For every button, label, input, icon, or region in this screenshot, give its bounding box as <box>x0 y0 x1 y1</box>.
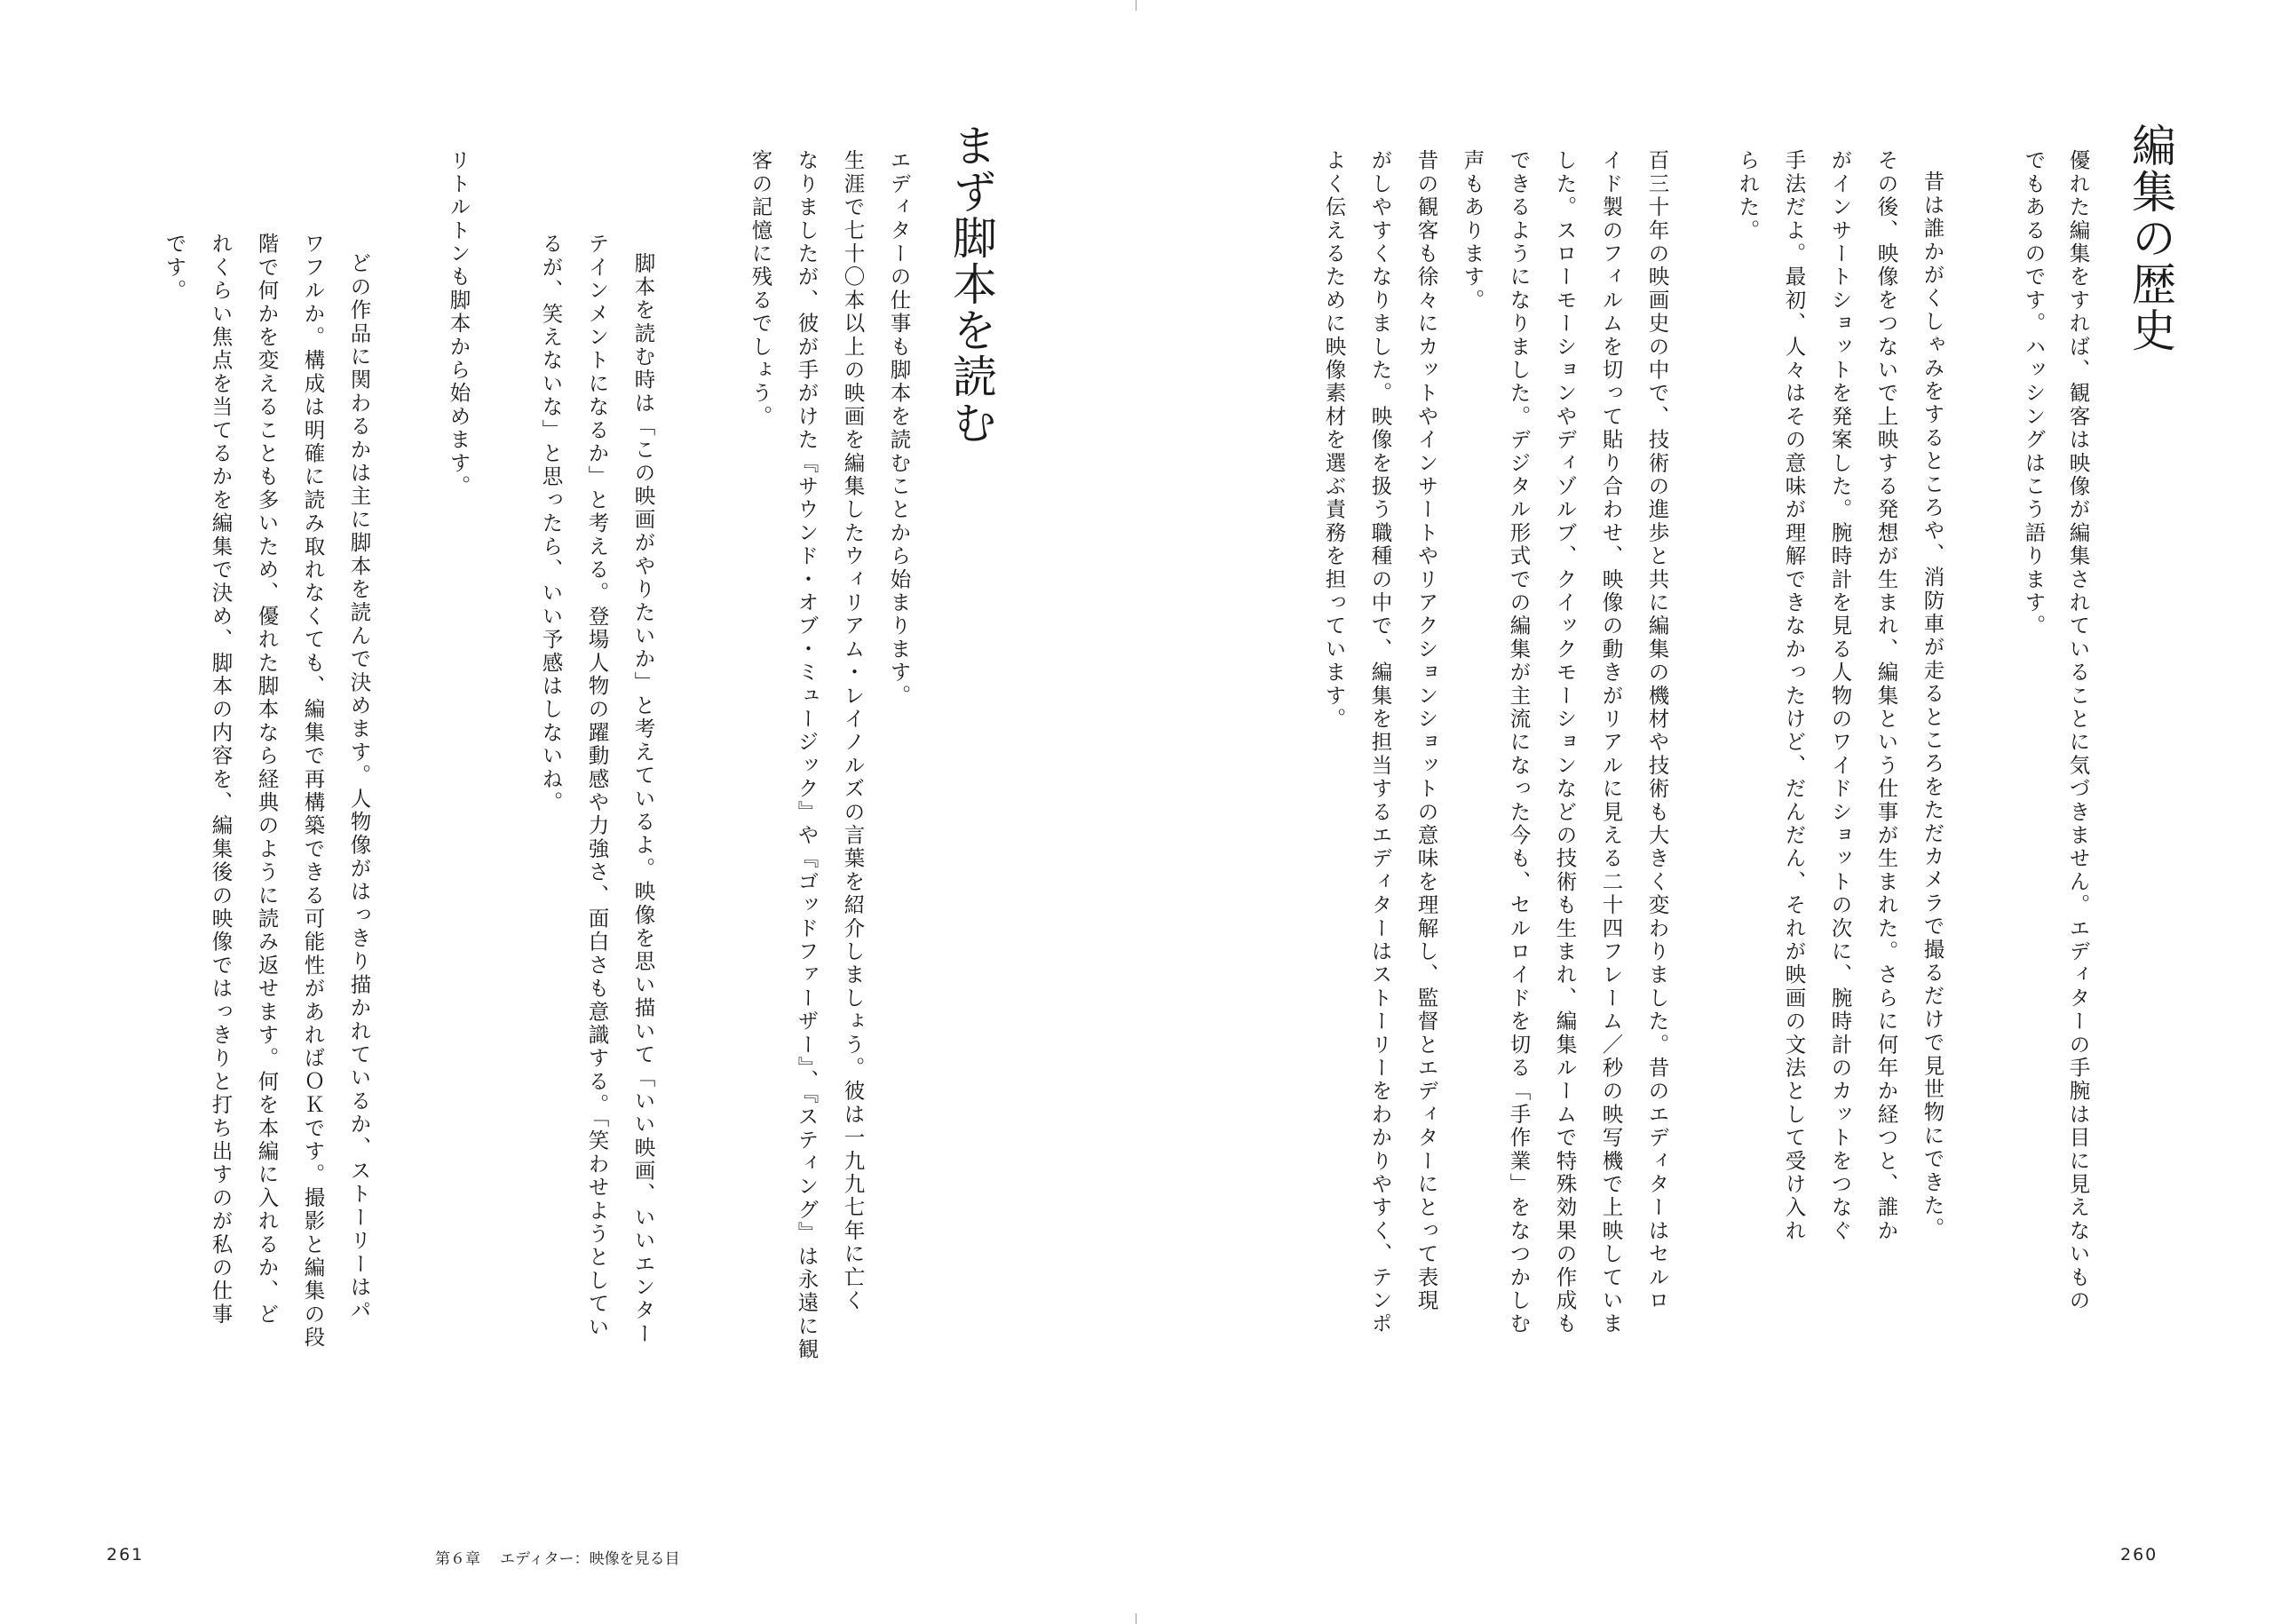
body-line: でもあるのです。ハッシングはこう語ります。 <box>2021 149 2047 638</box>
body-line: できるようになりました。デジタル形式での編集が主流になった今も、セルロイドを切る「手作業」をなつかしむ <box>1506 149 1532 1336</box>
quote-line: がインサートショットを発案した。腕時計を見る人物のワイドショットの次に、腕時計のカットをつなぐ <box>1827 149 1853 1243</box>
quote-line: どの作品に関わるかは主に脚本を読んで決めます。人物像がはっきり描かれているか、ストーリーはパ <box>346 252 372 1323</box>
quote-line: 昔は誰かがくしゃみをするところや、消防車が走るところをただカメラで撮るだけで見世物にできた。 <box>1920 170 1945 1241</box>
body-line: 声もあります。 <box>1460 149 1485 313</box>
body-line: リトルトンも脚本から始めます。 <box>446 149 471 498</box>
body-line: 昔の観客も徐々にカットやインサートやリアクションショットの意味を理解し、監督とエディターにとって表現 <box>1414 149 1439 1312</box>
quote-line: その後、映像をつないで上映する発想が生まれ、編集という仕事が生まれた。さらに何年か経つと、誰か <box>1873 149 1899 1243</box>
page-number-right: 260 <box>2120 1545 2158 1565</box>
body-line: 百三十年の映画史の中で、技術の進歩と共に編集の機材や技術も大きく変わりました。昔のエディターはセルロ <box>1644 149 1670 1312</box>
quote-line: 手法だよ。最初、人々はその意味が理解できなかったけど、だんだん、それが映画の文法として受け入れ <box>1781 149 1807 1243</box>
body-line: 生涯で七十〇本以上の映画を編集したウィリアム・レイノルズの言葉を紹介しましょう。彼は一九九七年に亡く <box>840 149 866 1312</box>
body-line: よく伝えるために映像素材を選ぶ責務を担っています。 <box>1321 149 1347 731</box>
quote-line: るが、笑えないな」と思ったら、いい予感はしないね。 <box>538 233 564 814</box>
quote-line: 階で何かを変えることも多いため、優れた脚本なら経典のように読み返せます。何を本編に入れるか、ど <box>254 233 280 1327</box>
body-line: イド製のフィルムを切って貼り合わせ、映像の動きがリアルに見える二十四フレーム／秒の映写機で上映していま <box>1598 149 1624 1336</box>
quote-line: ワフルか。構成は明確に読み取れなくても、編集で再構築できる可能性があればＯＫです。撮影と編集の段 <box>300 233 326 1350</box>
body-line: した。スローモーションやディゾルブ、クイックモーションなどの技術も生まれ、編集ルームで特殊効果の作成も <box>1552 149 1578 1336</box>
section-heading-read-the-script: まず脚本を読む <box>946 123 997 446</box>
chapter-number: 第６章 <box>435 1550 480 1568</box>
quote-line: テインメントになるか」と考える。登場人物の躍動感や力強さ、面白さも意識する。「笑わせようとしてい <box>584 233 610 1339</box>
chapter-title: エディター：映像を見る目 <box>500 1550 680 1568</box>
body-line: がしやすくなりました。映像を扱う職種の中で、編集を担当するエディターはストーリーをわかりやすく、テンポ <box>1367 149 1393 1336</box>
quote-line: です。 <box>162 233 187 303</box>
running-head <box>435 1546 680 1568</box>
body-line: 優れた編集をすれば、観客は映像が編集されていることに気づきません。エディターの手腕は目に見えないもの <box>2065 149 2091 1312</box>
quote-line: られた。 <box>1735 149 1761 242</box>
quote-line: 脚本を読む時は「この映画がやりたいか」と考えているよ。映像を思い描いて「いい映画、いいエンター <box>630 252 656 1346</box>
body-line: なりましたが、彼が手がけた『サウンド・オブ・ミュージック』や『ゴッドファーザー』、『スティング』は永遠に観 <box>794 149 820 1362</box>
body-line: 客の記憶に残るでしょう。 <box>748 149 773 429</box>
page-number-left: 261 <box>107 1545 145 1565</box>
body-line: エディターの仕事も脚本を読むことから始まります。 <box>886 149 912 708</box>
quote-line: れくらい焦点を当てるかを編集で決め、脚本の内容を、編集後の映像ではっきりと打ち出すのが私の仕事 <box>208 233 234 1327</box>
section-heading-editing-history: 編集の歴史 <box>2125 123 2176 353</box>
